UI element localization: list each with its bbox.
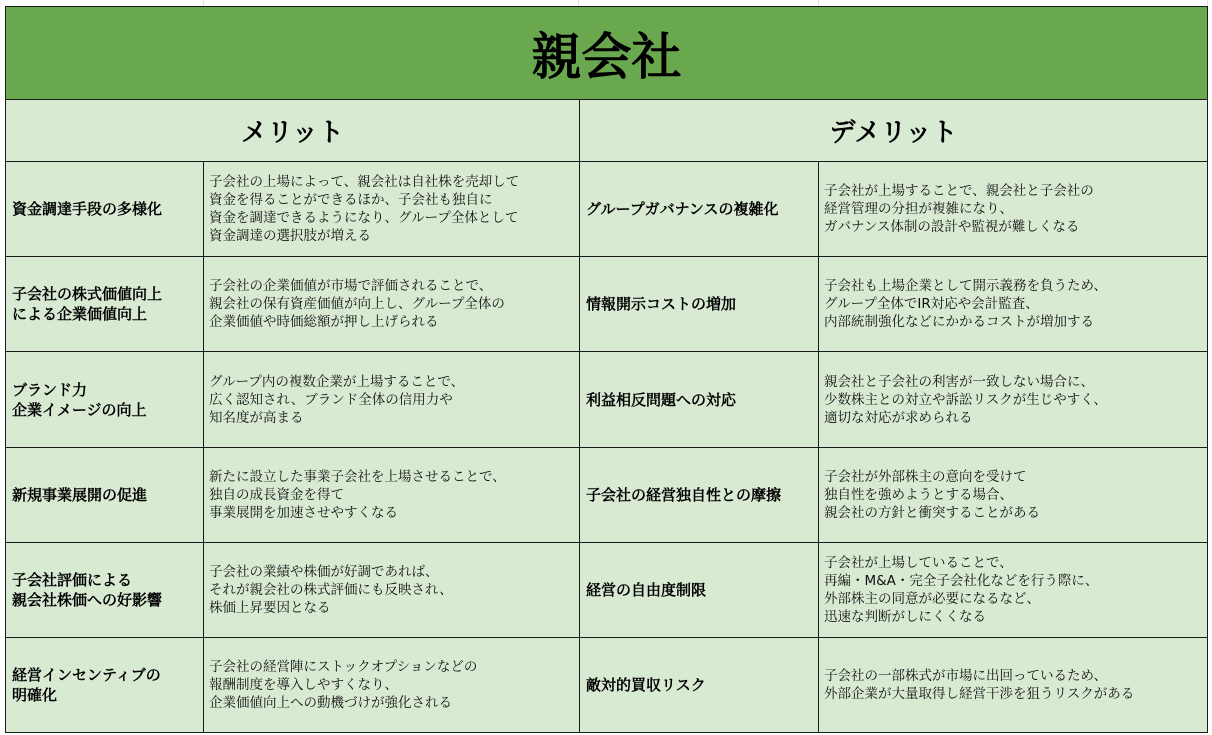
cell-text-line: 独自の成長資金を得て [209, 486, 344, 503]
cell-text-line: グループガバナンスの複雑化 [586, 200, 779, 219]
cell-text-line: 再編・M&A・完全子会社化などを行う際に、 [824, 572, 1099, 589]
cell-text-line: 迅速な判断がしにくくなる [824, 608, 986, 625]
merit-description-cell[interactable] [204, 447, 580, 542]
cell-text-line: 子会社の経営独自性との摩擦 [586, 485, 782, 504]
demerit-label-cell[interactable] [580, 352, 819, 447]
merit-description-cell[interactable] [204, 352, 580, 447]
merit-label-cell[interactable] [6, 637, 204, 732]
table-row [6, 542, 1208, 637]
cell-text-line: 独自性を強めようとする場合、 [824, 486, 1013, 503]
demerit-description-cell[interactable] [819, 352, 1208, 447]
demerit-description-cell[interactable] [819, 447, 1208, 542]
cell-text-line: 事業展開を加速させやすくなる [209, 504, 398, 521]
cell-text-line: による企業価値向上 [12, 305, 148, 324]
merit-label-cell[interactable] [6, 352, 204, 447]
cell-text-line: 資金調達の選択肢が増える [209, 228, 371, 245]
merit-label-cell[interactable] [6, 257, 204, 352]
cell-text-line: 経営インセンティブの [12, 665, 161, 684]
cell-text-line: 親会社株価への好影響 [12, 590, 163, 609]
merit-description-cell[interactable] [204, 637, 580, 732]
cell-text-line: 資金調達手段の多様化 [12, 200, 163, 219]
cell-text-line: 親会社と子会社の利害が一致しない場合に、 [824, 373, 1094, 390]
demerit-description-cell[interactable] [819, 637, 1208, 732]
demerit-label-cell[interactable] [580, 257, 819, 352]
table-row [6, 352, 1208, 447]
cell-text-line: 広く認知され、ブランド全体の信用力や [209, 391, 453, 408]
cell-text-line: 親会社の保有資産価値が向上し、グループ全体の [209, 296, 505, 313]
merit-header[interactable]: メリット [6, 100, 580, 162]
cell-text-line: 株価上昇要因となる [209, 599, 331, 616]
demerit-description-cell[interactable] [819, 542, 1208, 637]
cell-text-line: 子会社の株式価値向上 [12, 285, 163, 304]
cell-text-line: 子会社が外部株主の意向を受けて [824, 468, 1027, 485]
cell-text-line: 子会社の経営陣にストックオプションなどの [209, 658, 478, 675]
cell-text-line: 明確化 [12, 685, 58, 704]
cell-text-line: 少数株主との対立や訴訟リスクが生じやすく、 [824, 391, 1107, 408]
demerit-label-cell[interactable] [580, 447, 819, 542]
cell-text-line: 資金を得ることができるほか、子会社も独自に [209, 192, 493, 209]
cell-text-line: 企業価値や時価総額が押し上げられる [209, 314, 439, 331]
cell-text-line: 新規事業展開の促進 [12, 485, 148, 504]
cell-text-line: 内部統制強化などにかかるコストが増加する [824, 314, 1094, 331]
cell-text-line: 外部企業が大量取得し経営干渉を狙うリスクがある [824, 685, 1135, 702]
cell-text-line: 企業イメージの向上 [12, 400, 147, 419]
merit-description-cell[interactable] [204, 257, 580, 352]
table-row [6, 257, 1208, 352]
cell-text-line: 子会社が上場することで、親会社と子会社の [824, 183, 1094, 200]
demerit-description-cell[interactable] [819, 162, 1208, 257]
cell-text-line: 適切な対応が求められる [824, 409, 973, 426]
cell-text-line: ガバナンス体制の設計や監視が難しくなる [824, 219, 1080, 236]
cell-text-line: 子会社評価による [12, 570, 133, 589]
merit-label-cell[interactable] [6, 162, 204, 257]
cell-text-line: 経営の自由度制限 [586, 580, 707, 599]
cell-text-line: 子会社の一部株式が市場に出回っているため、 [824, 667, 1107, 684]
merit-label-cell[interactable] [6, 447, 204, 542]
merit-label-cell[interactable] [6, 542, 204, 637]
cell-text-line: 子会社の企業価値が市場で評価されることで、 [209, 278, 493, 295]
cell-text-line: それが親会社の株式評価にも反映され、 [209, 581, 453, 598]
demerit-label-cell[interactable] [580, 162, 819, 257]
cell-text-line: 報酬制度を導入しやすくなり、 [209, 676, 398, 693]
demerit-label-cell[interactable] [580, 637, 819, 732]
cell-text-line: 子会社も上場企業として開示義務を負うため、 [824, 278, 1107, 295]
merit-description-cell[interactable] [204, 542, 580, 637]
sheet-title[interactable]: 親会社 [6, 7, 1208, 100]
demerit-label-cell[interactable] [580, 542, 819, 637]
cell-text-line: 子会社の業績や株価が好調であれば、 [209, 563, 439, 580]
cell-text-line: 敵対的買収リスク [586, 675, 706, 694]
cell-text-line: 資金を調達できるようになり、グループ全体として [209, 210, 519, 227]
cell-text-line: 利益相反問題への対応 [586, 390, 737, 409]
cell-text-line: 知名度が高まる [209, 409, 304, 426]
table-row [6, 637, 1208, 732]
demerit-header[interactable]: デメリット [580, 100, 1208, 162]
cell-text-line: 新たに設立した事業子会社を上場させることで、 [209, 468, 506, 485]
cell-text-line: グループ内の複数企業が上場することで、 [209, 373, 465, 390]
comparison-table [5, 6, 1208, 733]
demerit-description-cell[interactable] [819, 257, 1208, 352]
merit-description-cell[interactable] [204, 162, 580, 257]
cell-text-line: 親会社の方針と衝突することがある [824, 504, 1040, 521]
cell-text-line: 経営管理の分担が複雑になり、 [824, 201, 1013, 218]
cell-text-line: ブランド力 [12, 380, 88, 399]
table-row [6, 447, 1208, 542]
cell-text-line: 子会社が上場していることで、 [824, 554, 1013, 571]
cell-text-line: 情報開示コストの増加 [586, 295, 737, 314]
cell-text-line: 子会社の上場によって、親会社は自社株を売却して [209, 174, 520, 191]
cell-text-line: 企業価値向上への動機づけが強化される [209, 694, 452, 711]
table-row [6, 162, 1208, 257]
cell-text-line: 外部株主の同意が必要になるなど、 [824, 590, 1040, 607]
cell-text-line: グループ全体でIR対応や会計監査、 [824, 296, 1039, 313]
